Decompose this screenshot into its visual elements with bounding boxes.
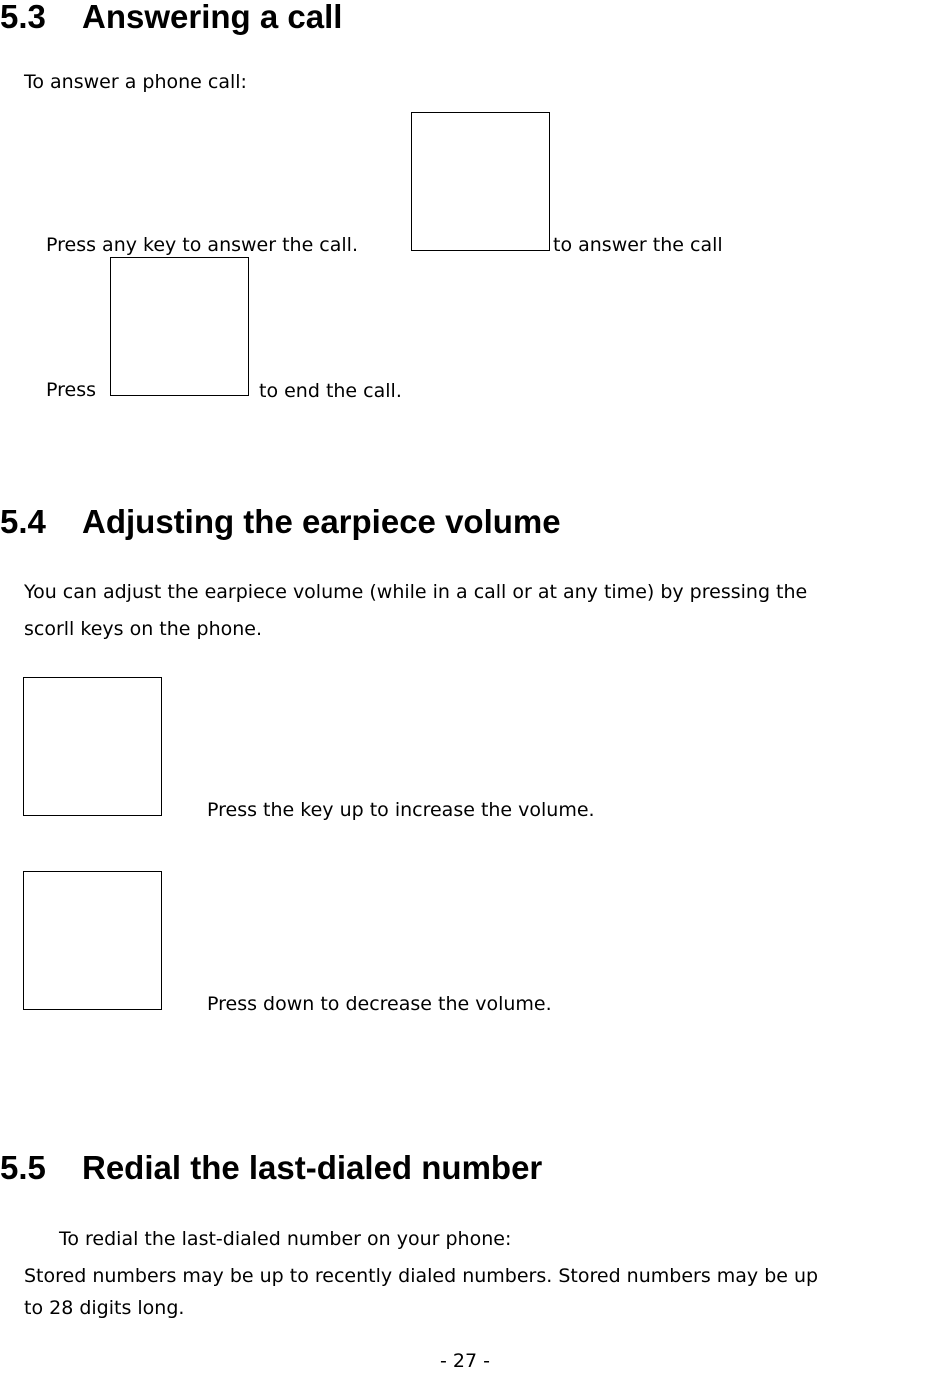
answer-instruction-suffix: to answer the call <box>553 234 723 256</box>
end-key-image <box>110 257 249 396</box>
section-heading-5-5 <box>0 1149 542 1187</box>
section-number: 5.4 <box>0 503 46 540</box>
answer-instruction: Press any key to answer the call. <box>46 234 358 256</box>
redial-line2: to 28 digits long. <box>24 1297 185 1319</box>
section-heading-5-3 <box>0 0 342 36</box>
volume-paragraph-line1: You can adjust the earpiece volume (while in a call or at any time) by pressing the <box>24 581 808 603</box>
end-call-instruction: Press <box>46 379 97 401</box>
section-number: 5.3 <box>0 0 46 35</box>
end-call-instruction-suffix: to end the call. <box>259 380 402 402</box>
volume-up-key-image <box>23 677 162 816</box>
volume-paragraph-line2: scorll keys on the phone. <box>24 618 263 640</box>
volume-up-text: Press the key up to increase the volume. <box>207 799 595 821</box>
section-heading-5-4 <box>0 503 561 541</box>
section-title: Adjusting the earpiece volume <box>82 503 561 540</box>
answer-intro: To answer a phone call: <box>24 71 247 93</box>
volume-down-text: Press down to decrease the volume. <box>207 993 552 1015</box>
section-title: Answering a call <box>82 0 343 35</box>
page-number: - 27 - <box>440 1350 490 1372</box>
answer-key-image <box>411 112 550 251</box>
redial-intro: To redial the last-dialed number on your phone: <box>59 1228 512 1250</box>
redial-line1: Stored numbers may be up to recently dialed numbers. Stored numbers may be up <box>24 1265 819 1287</box>
section-title: Redial the last-dialed number <box>82 1149 543 1186</box>
volume-down-key-image <box>23 871 162 1010</box>
section-number: 5.5 <box>0 1149 46 1186</box>
